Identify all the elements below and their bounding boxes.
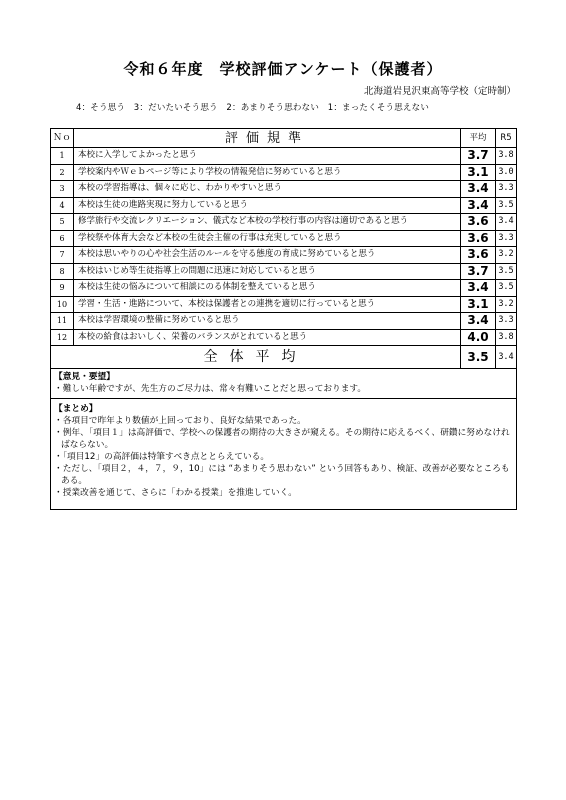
row-r5: 3.3 — [496, 181, 517, 198]
evaluation-table — [50, 128, 517, 369]
row-question: 本校は生徒の進路実現に努力していると思う — [74, 197, 461, 214]
summary-item: ・各項目で昨年より数値が上回っており、良好な結果であった。 — [54, 416, 306, 426]
row-no: 3 — [51, 181, 74, 198]
row-no: 9 — [51, 280, 74, 297]
row-question: 学習・生活・進路について、本校は保護者との連携を適切に行っていると思う — [74, 296, 461, 313]
row-question: 本校はいじめ等生徒指導上の問題に迅速に対応していると思う — [74, 263, 461, 280]
row-no: 5 — [51, 214, 74, 231]
table-row — [51, 247, 517, 264]
table-row — [51, 164, 517, 181]
school-name: 北海道岩見沢東高等学校（定時制） — [363, 86, 516, 97]
header-criteria: 評価規準 — [74, 129, 461, 148]
opinion-item: ・難しい年齢ですが、先生方のご尽力は、常々有難いことだと思っております。 — [54, 384, 367, 394]
header-r5: R5 — [496, 129, 517, 148]
summary-box — [50, 399, 517, 510]
summary-heading: 【まとめ】 — [54, 404, 98, 414]
row-no: 8 — [51, 263, 74, 280]
row-no: 4 — [51, 197, 74, 214]
total-r5: 3.4 — [496, 346, 517, 369]
row-no: 7 — [51, 247, 74, 264]
page-title: 令和６年度 学校評価アンケート（保護者） — [123, 60, 443, 78]
table-row — [51, 313, 517, 330]
row-question: 本校の給食はおいしく、栄養のバランスがとれていると思う — [74, 329, 461, 346]
row-question: 本校は学習環境の整備に努めていると思う — [74, 313, 461, 330]
row-average: 3.1 — [461, 296, 496, 313]
row-question: 本校は生徒の悩みについて相談にのる体制を整えていると思う — [74, 280, 461, 297]
row-question: 本校は思いやりの心や社会生活のルールを守る態度の育成に努めていると思う — [74, 247, 461, 264]
row-average: 3.1 — [461, 164, 496, 181]
row-r5: 3.3 — [496, 230, 517, 247]
rating-scale-legend: 4：そう思う 3：だいたいそう思う 2：あまりそう思わない 1：まったくそう思えない — [76, 103, 430, 113]
row-average: 3.4 — [461, 197, 496, 214]
row-no: 1 — [51, 148, 74, 165]
row-average: 3.4 — [461, 313, 496, 330]
row-average: 3.4 — [461, 280, 496, 297]
row-no: 12 — [51, 329, 74, 346]
row-r5: 3.5 — [496, 280, 517, 297]
table-row — [51, 148, 517, 165]
row-average: 3.7 — [461, 148, 496, 165]
table-row — [51, 296, 517, 313]
row-question: 学校祭や体育大会など本校の生徒会主催の行事は充実していると思う — [74, 230, 461, 247]
row-r5: 3.8 — [496, 148, 517, 165]
table-row — [51, 197, 517, 214]
total-average: 3.5 — [461, 346, 496, 369]
row-no: 10 — [51, 296, 74, 313]
summary-item: ・ただし、「項目２，４，７，９，10」には “あまりそう思わない” という回答もあり、検証、改善が必要なところもある。 — [54, 464, 510, 486]
row-average: 3.6 — [461, 230, 496, 247]
row-r5: 3.0 — [496, 164, 517, 181]
row-r5: 3.5 — [496, 197, 517, 214]
summary-item: ・例年、「項目１」は高評価で、学校への保護者の期待の大きさが窺える。その期待に応えるべく、研鑽に努めなければならない。 — [54, 428, 510, 450]
table-row — [51, 280, 517, 297]
row-r5: 3.8 — [496, 329, 517, 346]
row-r5: 3.4 — [496, 214, 517, 231]
row-question: 学校案内やＷｅｂページ等により学校の情報発信に努めていると思う — [74, 164, 461, 181]
header-no: Ｎｏ — [51, 129, 74, 148]
row-question: 本校に入学してよかったと思う — [74, 148, 461, 165]
table-header-row — [51, 129, 517, 148]
row-r5: 3.5 — [496, 263, 517, 280]
row-r5: 3.2 — [496, 296, 517, 313]
row-average: 3.4 — [461, 181, 496, 198]
row-no: 6 — [51, 230, 74, 247]
header-average: 平均 — [461, 129, 496, 148]
total-label: 全体平均 — [51, 346, 461, 369]
table-row — [51, 329, 517, 346]
table-row — [51, 263, 517, 280]
opinions-heading: 【意見・要望】 — [54, 372, 115, 382]
row-r5: 3.3 — [496, 313, 517, 330]
summary-item: ・「項目12」の高評価は特筆すべき点ととらえている。 — [54, 452, 270, 462]
row-no: 2 — [51, 164, 74, 181]
row-no: 11 — [51, 313, 74, 330]
row-question: 修学旅行や交流レクリエーション、儀式など本校の学校行事の内容は適切であると思う — [74, 214, 461, 231]
table-row — [51, 214, 517, 231]
row-question: 本校の学習指導は、個々に応じ、わかりやすいと思う — [74, 181, 461, 198]
summary-item: ・授業改善を通じて、さらに「わかる授業」を推進していく。 — [54, 488, 297, 498]
row-average: 3.6 — [461, 214, 496, 231]
row-average: 3.6 — [461, 247, 496, 264]
row-average: 3.7 — [461, 263, 496, 280]
opinions-box — [50, 367, 517, 399]
row-r5: 3.2 — [496, 247, 517, 264]
row-average: 4.0 — [461, 329, 496, 346]
table-row — [51, 230, 517, 247]
table-row — [51, 181, 517, 198]
total-row — [51, 346, 517, 369]
